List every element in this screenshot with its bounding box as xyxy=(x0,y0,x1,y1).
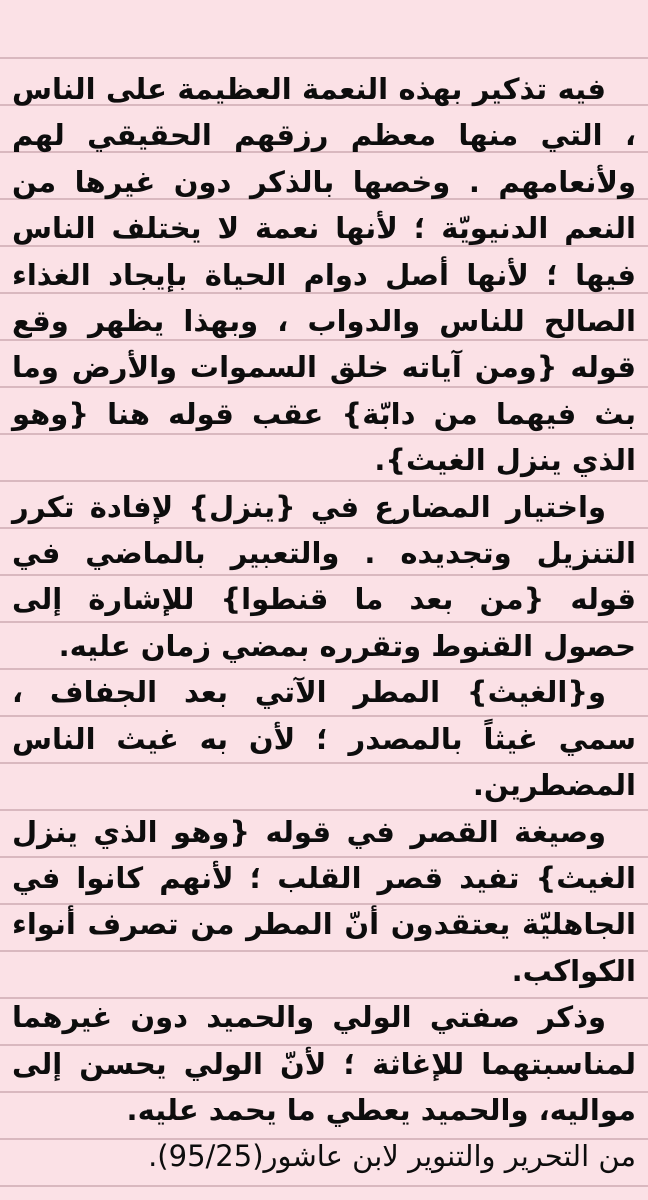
source-citation: من التحرير والتنوير لابن عاشور(95/25). xyxy=(148,1139,636,1174)
article-text xyxy=(12,66,636,1180)
paragraph-rain-blessing: فيه تذكير بهذه النعمة العظيمة على الناس ، التي منها معظم رزقهم الحقيقي لهم ولأنعامهم . وخصها بالذكر دون غيرها من النعم الدنيويّة ؛ لأنها نعمة لا يختلف الناس فيها ؛ لأنها أصل دوام الحياة بإيجاد الغذاء الصالح للناس والدواب ، وبهذا يظهر وقع قوله {ومن آياته خلق السموات والأرض وما بث فيهما من دابّة} عقب قوله هنا {وهو الذي ينزل الغيث}. xyxy=(12,72,636,478)
paragraph-restriction-form: وصيغة القصر في قوله {وهو الذي ينزل الغيث} تفيد قصر القلب ؛ لأنهم كانوا في الجاهليّة يعتقدون أنّ المطر من تصرف أنواء الكواكب. xyxy=(12,814,636,988)
paragraph-divine-names: وذكر صفتي الولي والحميد دون غيرهما لمناسبتهما للإغاثة ؛ لأنّ الولي يحسن إلى مواليه، والحميد يعطي ما يحمد عليه. xyxy=(12,1000,636,1127)
paragraph-ghaith-meaning: و{الغيث} المطر الآتي بعد الجفاف ، سمي غيثاً بالمصدر ؛ لأن به غيث الناس المضطرين. xyxy=(12,675,636,803)
paragraph-present-tense: واختيار المضارع في {ينزل} لإفادة تكرر التنزيل وتجديده . والتعبير بالماضي في قوله {من بعد ما قنطوا} للإشارة إلى حصول القنوط وتقرره بمضي زمان عليه. xyxy=(12,489,636,663)
